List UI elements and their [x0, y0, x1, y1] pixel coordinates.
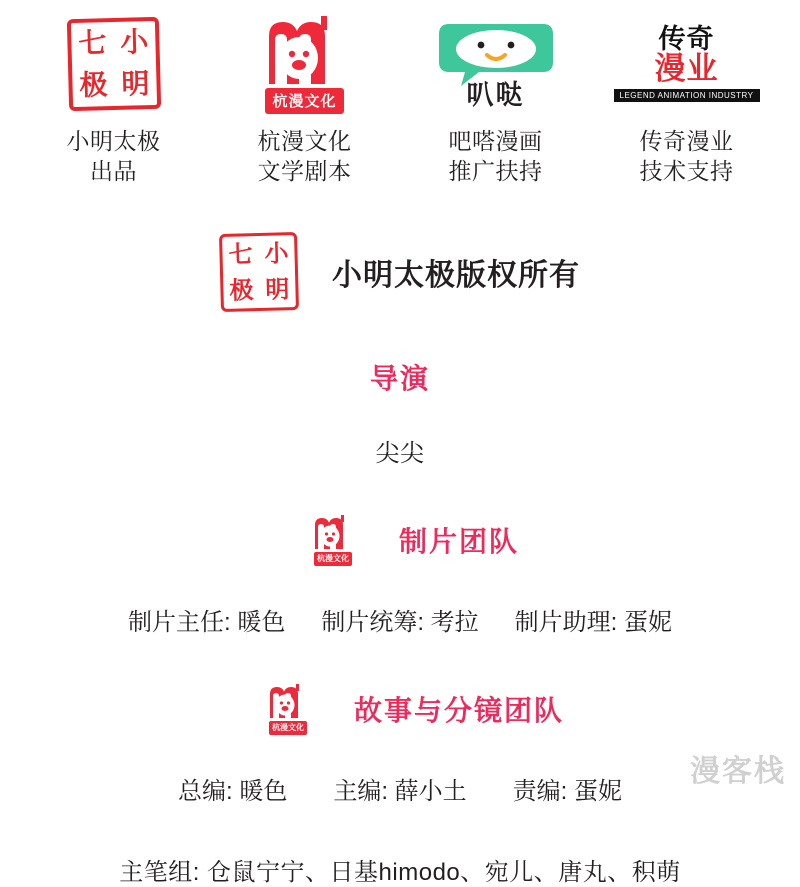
hangman-culture-logo-icon [236, 683, 340, 735]
seal-char-4: 明 [120, 67, 150, 101]
legend-animation-logo-icon [617, 10, 757, 118]
caption-line-1: 杭漫文化 [257, 128, 352, 154]
logo-cell-legend-animation [601, 10, 773, 187]
production-roles-row [0, 602, 800, 637]
legend-mid-label: 漫业 [654, 51, 719, 87]
hangman-m-mark [310, 514, 356, 550]
production-section-heading: 制片团队 [398, 525, 519, 557]
hangman-badge-label: 杭漫文化 [269, 721, 307, 735]
caption-line-1: 吧嗒漫画 [448, 128, 543, 154]
caption-line-2: 文学剧本 [257, 158, 352, 185]
production-role-1: 制片主任: 暖色 [127, 608, 286, 636]
caption-line-2: 推广扶持 [448, 158, 543, 185]
seal-char-1: 七 [228, 238, 253, 269]
spacer [0, 637, 800, 683]
story-roles-row [0, 771, 800, 806]
partner-logo-row [0, 0, 800, 187]
seal-char-1: 七 [77, 26, 107, 60]
logo-caption-legend-animation [640, 126, 734, 187]
lead-artists-line: 主笔组: 仓鼠宁宁、日基himodo、宛儿、唐丸、积萌 [119, 858, 681, 886]
hangman-logo-group [236, 683, 340, 735]
legend-bottom-label: LEGEND ANIMATION INDUSTRY [614, 89, 760, 102]
logo-caption-hangman-culture [258, 126, 352, 187]
spacer [0, 397, 800, 433]
bada-comics-logo-icon [435, 10, 557, 118]
hangman-badge-label: 杭漫文化 [314, 552, 352, 566]
spacer [0, 566, 800, 602]
production-role-2: 制片统筹: 考拉 [321, 608, 479, 636]
copyright-seal-icon [220, 233, 298, 311]
seal-char-4: 明 [265, 273, 290, 304]
story-role-2: 主编: 薛小土 [333, 777, 467, 805]
seal-stamp-shape [219, 232, 299, 312]
seal-char-3: 极 [229, 274, 254, 305]
seal-stamp-icon [68, 10, 160, 118]
hangman-badge-label: 杭漫文化 [265, 88, 343, 114]
credits-block [0, 357, 800, 887]
watermark: 漫客栈 [690, 754, 786, 789]
logo-caption-bada-comics [449, 126, 543, 187]
story-section-heading-row [0, 683, 800, 735]
hangman-logo-group [281, 514, 385, 566]
logo-caption-xiaoming-taiji [67, 126, 161, 187]
logo-cell-xiaoming-taiji [28, 10, 200, 187]
hangman-culture-logo-icon [253, 10, 357, 118]
hangman-m-mark [265, 683, 311, 719]
director-name: 尖尖 [375, 439, 425, 467]
story-role-3: 责编: 蛋妮 [512, 777, 623, 805]
director-section-heading: 导演 [369, 362, 430, 394]
legend-mark [617, 16, 757, 112]
seal-char-3: 极 [78, 68, 108, 102]
story-role-1: 总编: 暖色 [177, 777, 288, 805]
spacer [0, 806, 800, 852]
seal-char-2: 小 [264, 237, 289, 268]
bada-mark [435, 18, 557, 110]
hangman-logo-group [253, 14, 357, 114]
story-section-heading: 故事与分镜团队 [353, 694, 564, 726]
caption-line-1: 传奇漫业 [639, 128, 734, 154]
caption-line-2: 出品 [90, 158, 137, 185]
hangman-m-mark [259, 14, 351, 86]
legend-top-label: 传奇 [658, 24, 715, 55]
logo-cell-bada-comics [410, 10, 582, 187]
production-section-heading-row [0, 514, 800, 566]
hangman-culture-logo-icon [281, 514, 385, 566]
spacer [0, 735, 800, 771]
seal-stamp-shape [66, 17, 160, 111]
copyright-row [0, 233, 800, 311]
spacer [0, 468, 800, 514]
copyright-text: 小明太极版权所有 [332, 258, 580, 292]
bada-badge-label: 叭哒 [466, 80, 525, 110]
production-role-3: 制片助理: 蛋妮 [514, 608, 673, 636]
caption-line-1: 小明太极 [66, 128, 161, 154]
logo-cell-hangman-culture [219, 10, 391, 187]
seal-char-2: 小 [119, 25, 149, 59]
caption-line-2: 技术支持 [639, 158, 734, 185]
